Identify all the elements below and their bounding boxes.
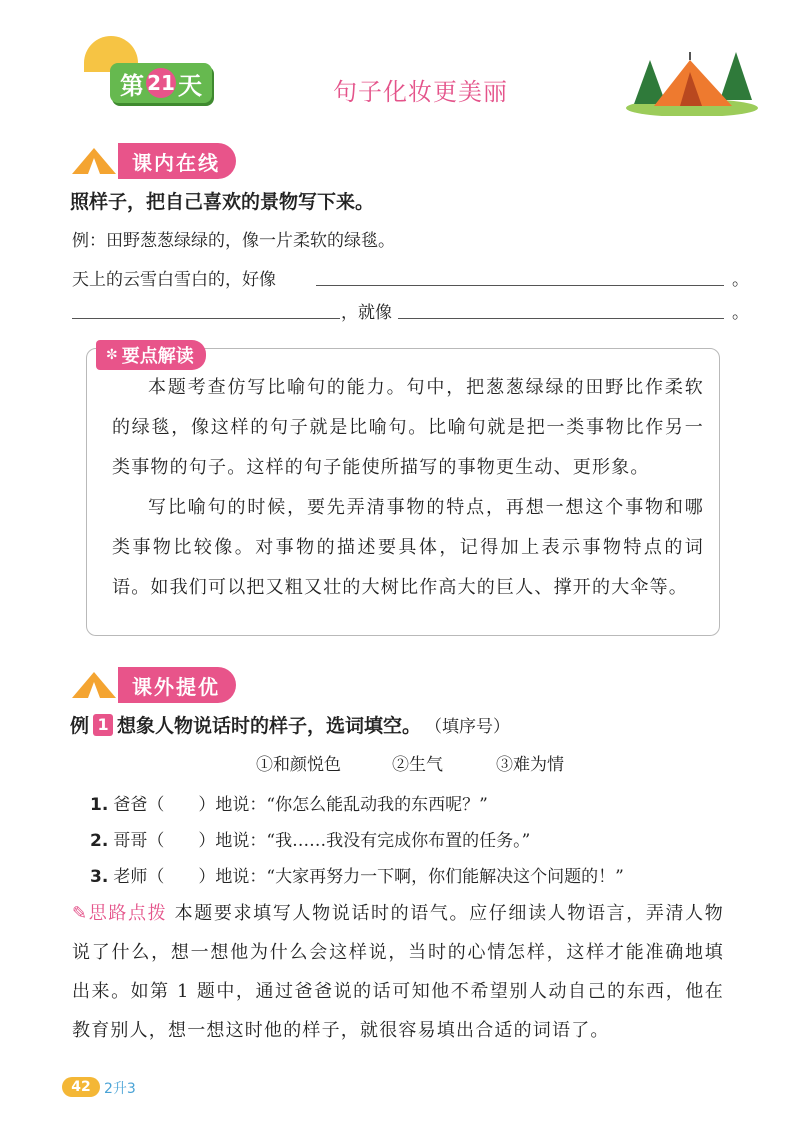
example-instruction-note: （填序号） <box>425 717 511 737</box>
lightbulb-icon: ✎ <box>72 903 89 924</box>
example-sentence: 例：田野葱葱绿绿的，像一片柔软的绿毯。 <box>72 231 395 251</box>
option-1: ①和颜悦色 <box>256 755 341 775</box>
day-number: 21 <box>146 68 176 98</box>
tent-icon <box>70 146 118 176</box>
page-title: 句子化妆更美丽 <box>333 78 508 106</box>
fill-line-2-end: 。 <box>732 303 749 323</box>
question-3[interactable] <box>90 862 624 887</box>
question-1-text: 爸爸（ ）地说：“你怎么能乱动我的东西呢？” <box>113 795 488 815</box>
analysis-paragraph-2: 写比喻句的时候，要先弄清事物的特点，再想一想这个事物和哪类事物比较像。对事物的描述要具体，记得加上表示事物特点的词语。如我们可以把又粗又壮的大树比作高大的巨人、撑开的大伞等。 <box>112 497 704 598</box>
day-prefix: 第 <box>120 71 144 100</box>
answer-line-3[interactable] <box>398 317 724 319</box>
tip-text: 本题要求填写人物说话时的语气。应仔细读人物语言，弄清人物说了什么，想一想他为什么会这样说，当时的心情怎样，这样才能准确地填出来。如第 1 题中，通过爸爸说的话可知他不希望别人动自己的东西，他在教育别人，想一想这时他的样子，就很容易填出合适的词语了。 <box>72 903 724 1041</box>
day-suffix: 天 <box>178 71 202 100</box>
option-2: ②生气 <box>392 755 443 775</box>
question-2-number: 2. <box>90 831 109 851</box>
question-1[interactable] <box>90 790 488 815</box>
option-3: ③难为情 <box>496 755 564 775</box>
example-number: 1 <box>93 714 113 736</box>
question-1-number: 1. <box>90 795 109 815</box>
question-2[interactable] <box>90 826 530 851</box>
fill-line-1-end: 。 <box>732 270 749 290</box>
page-number: 42 <box>62 1077 100 1097</box>
analysis-paragraph-1: 本题考查仿写比喻句的能力。句中，把葱葱绿绿的田野比作柔软的绿毯，像这样的句子就是比喻句。比喻句就是把一类事物比作另一类事物的句子。这样的句子能使所描写的事物更生动、更形象。 <box>112 377 704 478</box>
tip-paragraph <box>72 894 724 1050</box>
snail-icon: ✼ <box>106 347 118 363</box>
question-3-text: 老师（ ）地说：“大家再努力一下啊，你们能解决这个问题的！” <box>113 867 624 887</box>
day-badge <box>110 63 212 103</box>
fill-line-1-prefix: 天上的云雪白雪白的，好像 <box>72 270 276 290</box>
example-1-header <box>70 711 510 738</box>
example-instruction: 想象人物说话时的样子，选词填空。 <box>117 715 422 737</box>
analysis-tag <box>96 340 206 370</box>
question-3-number: 3. <box>90 867 109 887</box>
tent-icon <box>70 670 118 700</box>
camping-tent-icon <box>620 38 760 116</box>
analysis-label: 要点解读 <box>121 346 194 367</box>
answer-line-2[interactable] <box>72 317 340 319</box>
example-label: 例 <box>70 715 90 737</box>
question-2-text: 哥哥（ ）地说：“我……我没有完成你布置的任务。” <box>113 831 531 851</box>
tip-label: ✎思路点拨 <box>72 903 168 924</box>
section-tag-in-class: 课内在线 <box>118 143 236 179</box>
instruction-1: 照样子，把自己喜欢的景物写下来。 <box>70 191 375 213</box>
fill-line-2-mid: ，就像 <box>341 303 392 323</box>
answer-line-1[interactable] <box>316 284 724 286</box>
grade-label: 2升3 <box>104 1081 136 1097</box>
section-tag-extra: 课外提优 <box>118 667 236 703</box>
